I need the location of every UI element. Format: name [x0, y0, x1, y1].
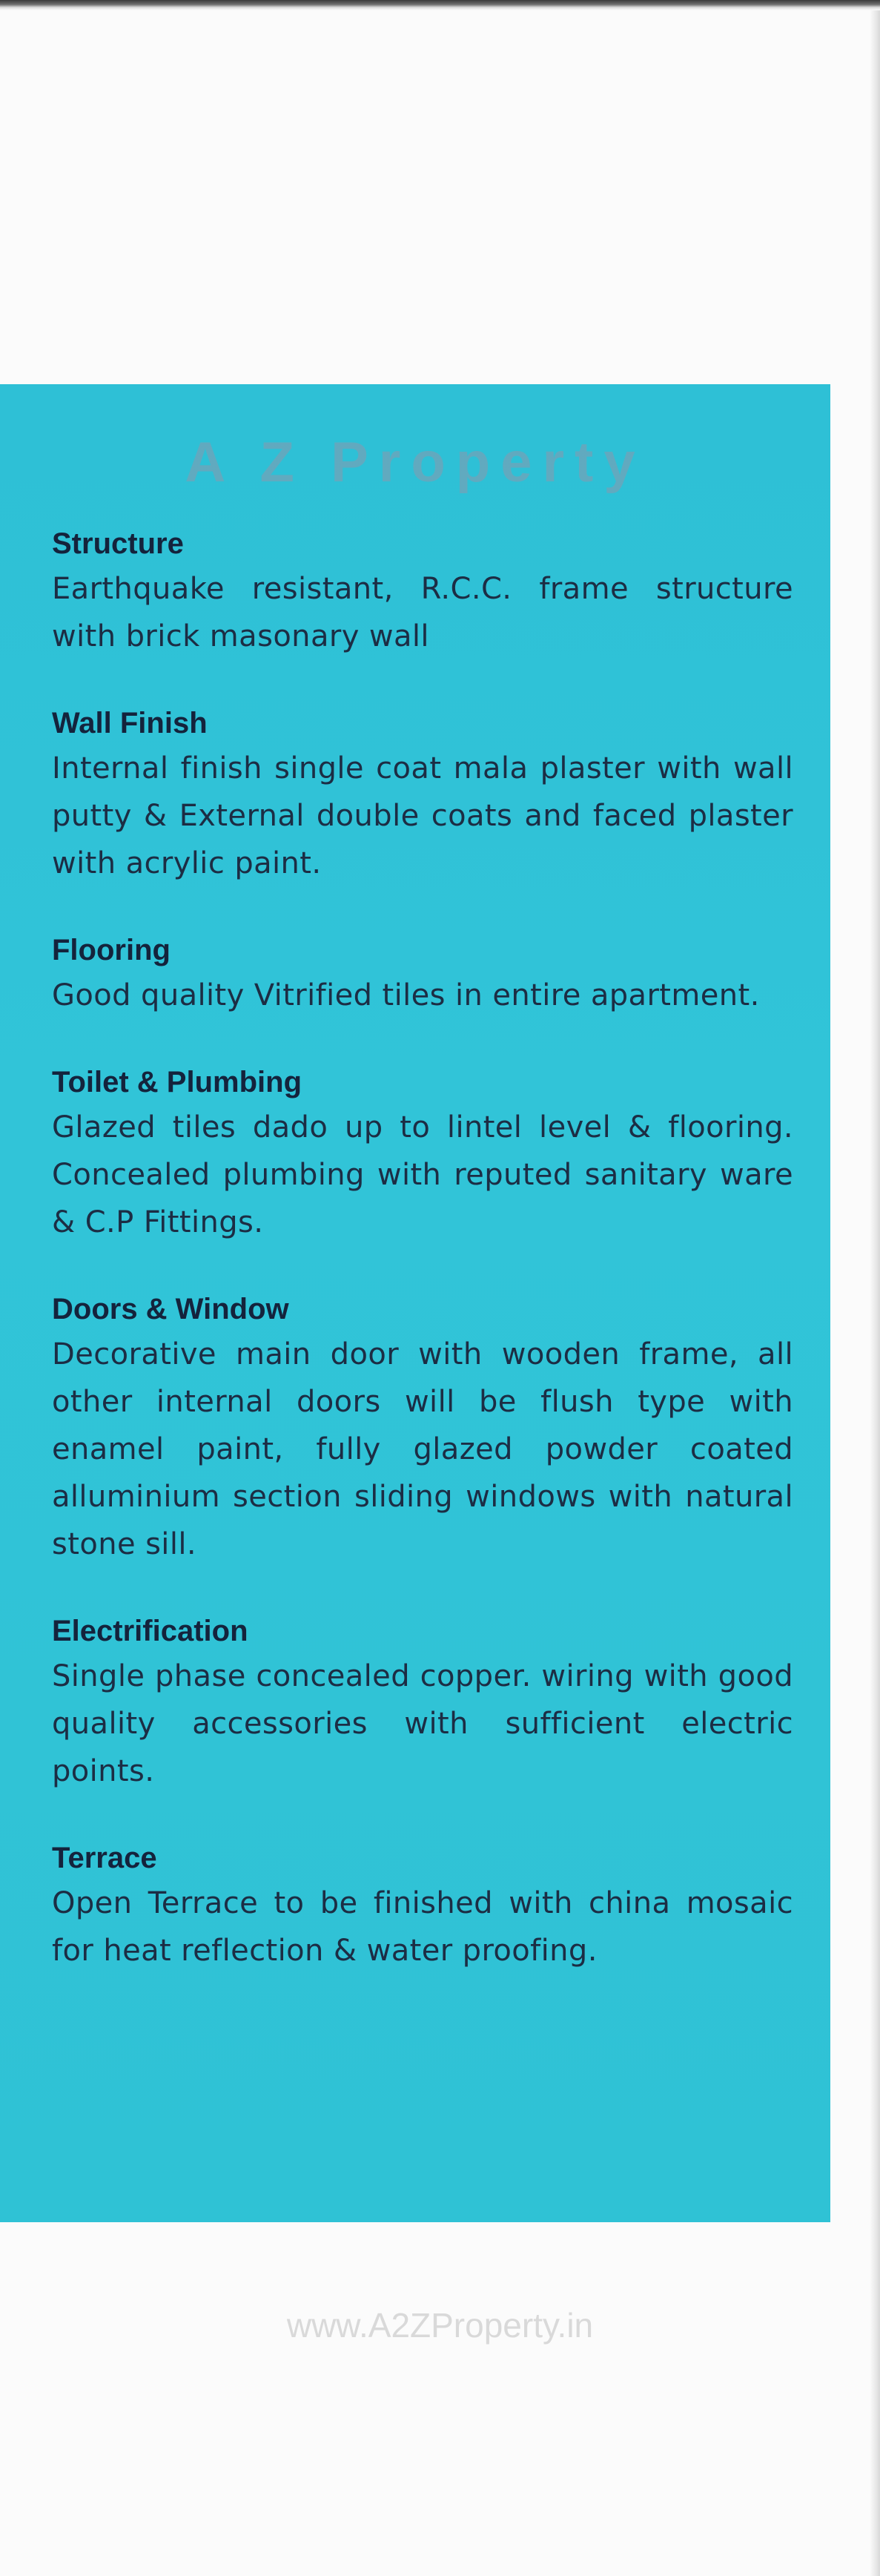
- specifications-panel: [0, 384, 830, 2222]
- spec-heading: Toilet & Plumbing: [52, 1066, 302, 1098]
- spec-text: Open Terrace to be finished with china mosaic for heat reflection & water proofing.: [52, 1886, 793, 1968]
- watermark-top: A Z Property: [185, 431, 646, 494]
- spec-heading: Doors & Window: [52, 1293, 289, 1325]
- specifications-list: [52, 525, 793, 2019]
- spec-wall-finish: [52, 705, 793, 887]
- spec-heading: Flooring: [52, 934, 171, 966]
- spec-flooring: [52, 932, 793, 1019]
- spec-toilet-plumbing: [52, 1064, 793, 1246]
- spec-heading: Structure: [52, 527, 184, 560]
- page-top-edge: [0, 0, 880, 10]
- spec-text: Glazed tiles dado up to lintel level & flooring. Concealed plumbing with reputed sanitary ware & C.P Fittings.: [52, 1110, 793, 1239]
- spec-heading: Terrace: [52, 1842, 157, 1874]
- watermark-bottom: www.A2ZProperty.in: [286, 2306, 594, 2345]
- spec-text: Internal finish single coat mala plaster with wall putty & External double coats and faced plaster with acrylic paint.: [52, 751, 793, 880]
- page-right-edge: [870, 10, 880, 2576]
- spec-text: Good quality Vitrified tiles in entire apartment.: [52, 978, 760, 1012]
- spec-text: Decorative main door with wooden frame, all other internal doors will be flush type with enamel paint, fully glazed powder coated alluminium section sliding windows with natural stone sill.: [52, 1337, 793, 1561]
- spec-structure: [52, 525, 793, 660]
- spec-doors-window: [52, 1291, 793, 1568]
- spec-heading: Electrification: [52, 1615, 248, 1647]
- spec-heading: Wall Finish: [52, 707, 208, 739]
- spec-text: Single phase concealed copper. wiring with good quality accessories with sufficient electric points.: [52, 1659, 793, 1788]
- spec-text: Earthquake resistant, R.C.C. frame structure with brick masonary wall: [52, 572, 793, 653]
- spec-electrification: [52, 1613, 793, 1795]
- spec-terrace: [52, 1839, 793, 1974]
